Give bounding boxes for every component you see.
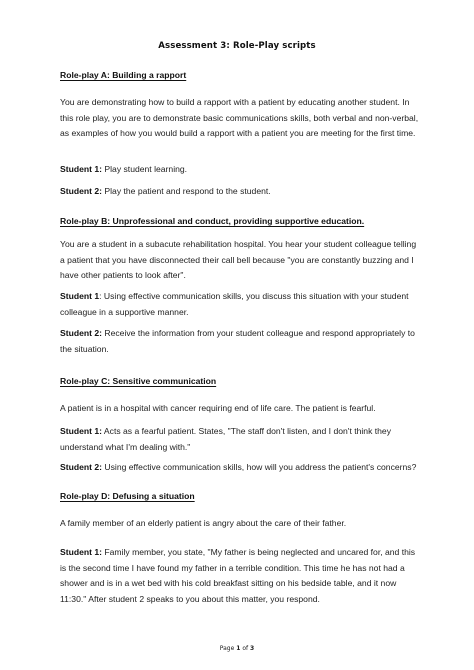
section-a-student1: [60, 162, 420, 178]
section-heading-d: Role-play D: Defusing a situation: [60, 491, 195, 501]
section-b-intro: You are a student in a subacute rehabilitation hospital. You hear your student colleague telling a patient that you have disconnected their call bell because "you are constantly buzzing and I have other patients to look after".: [60, 239, 417, 280]
footer-prefix: Page: [219, 645, 237, 652]
section-a-student2: [60, 184, 420, 200]
page-footer: [0, 645, 474, 652]
student2-label: Student 2:: [60, 462, 103, 472]
student2-text: Receive the information from your student colleague and respond appropriately to the situation.: [60, 328, 415, 354]
student1-text: Play student learning.: [102, 164, 188, 174]
student1-text: Acts as a fearful patient. States, "The staff don't listen, and I don't think they understand what I'm dealing with.": [60, 426, 391, 452]
footer-current-page: 1: [236, 645, 241, 652]
footer-middle: of: [240, 645, 251, 652]
section-a-intro: You are demonstrating how to build a rapport with a patient by educating another student. In this role play, you are to demonstrate basic communications skills, both verbal and non-verbal, as examples of how you would build a rapport with a patient you are meeting for the first time.: [60, 97, 419, 138]
student1-label: Student 1: [60, 291, 100, 301]
footer-total-pages: 3: [250, 645, 255, 652]
section-heading-b: Role-play B: Unprofessional and conduct, providing supportive education.: [60, 216, 365, 226]
section-c-intro: A patient is in a hospital with cancer requiring end of life care. The patient is fearful.: [60, 403, 376, 413]
student2-text: Using effective communication skills, how will you address the patient's concerns?: [102, 462, 417, 472]
student1-label: Student 1:: [60, 164, 103, 174]
section-heading-a: Role-play A: Building a rapport: [60, 70, 187, 80]
section-d-intro: A family member of an elderly patient is angry about the care of their father.: [60, 518, 347, 528]
section-heading-c: Role-play C: Sensitive communication: [60, 376, 217, 386]
student1-label: Student 1:: [60, 426, 103, 436]
section-b-student2: [60, 326, 420, 357]
section-d-student1: [60, 545, 420, 607]
student1-label: Student 1:: [60, 547, 103, 557]
section-b-student1: [60, 289, 420, 320]
student2-text: Play the patient and respond to the student.: [102, 186, 271, 196]
student1-text: Family member, you state, "My father is being neglected and uncared for, and this is the second time I have found my father in a terrible condition. This time he has not had a shower and is in a wet bed with his cold breakfast sitting on his bedside table, and it now 11:30." After student 2 speaks to you about this matter, you respond.: [60, 547, 416, 604]
student2-label: Student 2:: [60, 186, 103, 196]
section-c-student1: [60, 424, 420, 455]
section-c-student2: [60, 460, 420, 476]
student2-label: Student 2:: [60, 328, 103, 338]
page-title: Assessment 3: Role-Play scripts: [158, 41, 316, 51]
student1-text: : Using effective communication skills, you discuss this situation with your student colleague in a supportive manner.: [60, 291, 409, 317]
